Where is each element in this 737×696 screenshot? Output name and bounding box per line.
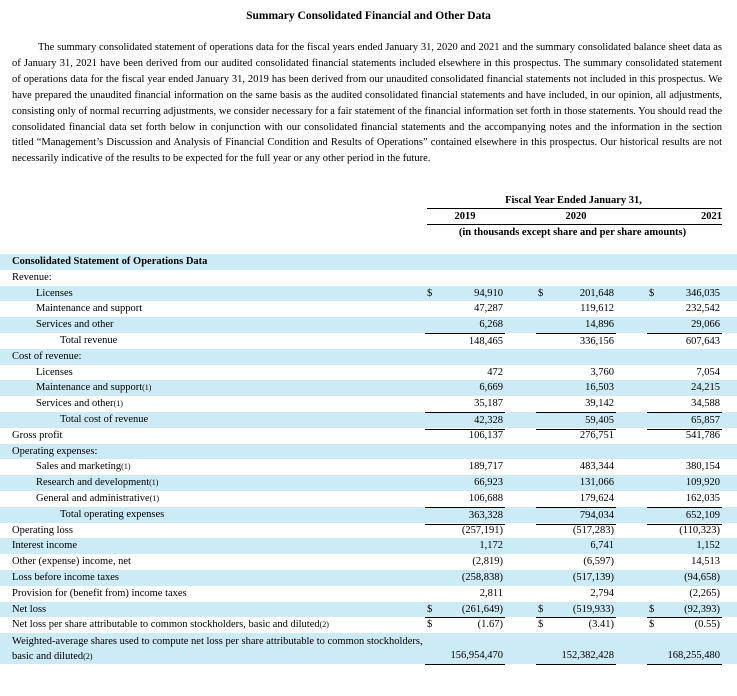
footnote-marker: (1) [113,399,123,409]
value: (0.55) [694,619,720,631]
dollar-sign: $ [649,619,655,631]
value-cell-2019 [425,633,505,665]
row-label [12,634,432,664]
value-cell-2020 [536,538,616,554]
value: 794,034 [579,509,614,521]
row-label-text: Provision for (benefit from) income taxes [12,587,187,599]
intro-paragraph: The summary consolidated statement of operations data for the fiscal years ended January 31, 2020 and 2021 and the summary consolidated balance sheet data as of January 31, 2021 have been derived from our audited consolidated financial statements included elsewhere in this prospectus. The summary consolidated statement of operations data for the fiscal year ended January 31, 2019 has been derived from our unaudited consolidated financial statements not included in this prospectus. We have prepared the unaudited financial information on the same basis as the audited consolidated financial statements and have included, in our opinion, all adjustments, consisting only of normal recurring adjustments, we consider necessary for a fair statement of the financial information set forth in those statements. You should read the consolidated financial data set forth below in conjunction with our consolidated financial statements and the accompanying notes and the information in the section titled “Management’s Discussion and Analysis of Financial Condition and Results of Operations” contained elsewhere in this prospectus. Our historical results are not necessarily indicative of the results to be expected for the full year or any other period in the future. [12,42,722,165]
value-cell-2020 [536,459,616,475]
table-row [0,396,737,412]
value: 483,344 [579,461,614,473]
row-label-text: Loss before income taxes [12,571,120,583]
value-cell-2019 [425,459,505,475]
table-row [0,254,737,270]
row-label [12,603,46,617]
dollar-sign: $ [427,287,433,299]
value-cell-2019 [425,586,505,603]
row-label-text: Interest income [12,540,78,552]
row-label [36,397,123,411]
value: 106,137 [468,429,503,441]
value-cell-2020 [536,396,616,412]
table-row [0,444,737,460]
row-label [12,571,119,585]
footnote-marker: (2) [319,620,329,630]
value: 35,187 [474,398,503,410]
value: 42,328 [474,414,503,426]
table-row [0,286,737,302]
value: (2,819) [472,556,503,568]
row-label-text: Other (expense) income, net [12,556,131,568]
table-row [0,538,737,554]
value-cell-2021 [647,538,722,554]
footnote-marker: (1) [121,462,131,472]
value: 2,794 [590,587,614,599]
row-label-text: Total operating expenses [60,508,165,520]
table-row [0,365,737,381]
dollar-sign: $ [427,603,433,615]
value: 24,215 [691,382,720,394]
value-cell-2021 [647,396,722,412]
row-label [36,366,73,380]
value: 14,896 [585,319,614,331]
table-row [0,428,737,444]
row-label [36,476,158,490]
value-cell-2019 [425,602,505,619]
value: 541,786 [685,429,720,441]
row-label [36,460,130,474]
value-cell-2020 [536,286,616,302]
value-cell-2019 [425,570,505,586]
units-header: (in thousands except share and per share amounts) [458,227,687,238]
row-label-text: Services and other [36,398,114,410]
value-cell-2021 [647,491,722,507]
value: 179,624 [579,492,614,504]
table-row [0,602,737,618]
value: 34,588 [691,398,720,410]
value: 201,648 [579,287,614,299]
value-cell-2019 [425,428,505,444]
row-label [12,524,73,538]
row-label-text: Licenses [36,366,73,378]
value: 7,054 [696,366,720,378]
value: 336,156 [579,335,614,347]
fiscal-year-header: Fiscal Year Ended January 31, [505,195,642,206]
value-cell-2020 [536,633,616,665]
table-row [0,617,737,633]
value-cell-2019 [425,301,505,317]
value: 152,382,428 [561,650,614,662]
value: 29,066 [691,319,720,331]
footnote-marker: (1) [142,383,152,393]
table-row [0,475,737,491]
table-row [0,270,737,286]
value: 2,811 [479,587,503,599]
row-label-text: Research and development [36,477,150,489]
table-row [0,459,737,475]
value: 16,503 [585,382,614,394]
value: (517,139) [572,571,614,583]
row-label-text: Gross profit [12,429,63,441]
row-label-text: Net loss [12,603,47,615]
year-header-2019: 2019 [454,211,476,222]
footnote-marker: (2) [83,652,93,662]
value: (110,323) [679,524,720,536]
section-title: Summary Consolidated Financial and Other Data [246,10,491,22]
year-header-2021: 2021 [701,211,722,222]
dollar-sign: $ [649,603,655,615]
row-label [12,618,329,632]
row-label [12,445,97,459]
row-label [12,255,207,269]
value: (6,597) [583,556,614,568]
value: 156,954,470 [450,650,503,662]
row-label [36,318,114,332]
row-label-text: Cost of revenue: [12,350,82,362]
value: (2,265) [689,587,720,599]
table-row [0,491,737,507]
value-cell-2021 [647,570,722,586]
value-cell-2019 [425,396,505,412]
row-label-text: Total cost of revenue [60,413,149,425]
value: 39,142 [585,398,614,410]
value-cell-2019 [425,317,505,333]
row-label [36,492,159,506]
row-label-text: Maintenance and support [36,382,143,394]
table-row [0,554,737,570]
value: 119,612 [580,303,614,315]
row-label [36,287,73,301]
value-cell-2021 [647,317,722,333]
row-label [12,539,77,553]
value: 65,857 [691,414,720,426]
value-cell-2019 [425,538,505,554]
table-row [0,523,737,539]
value: 346,035 [685,287,720,299]
value-cell-2020 [536,602,616,619]
row-label [60,334,117,348]
value: (92,393) [684,603,720,615]
value: 94,910 [474,287,503,299]
value-cell-2021 [647,617,722,634]
value: (258,838) [461,571,503,583]
value: 47,287 [474,303,503,315]
value-cell-2020 [536,523,616,539]
value-cell-2019 [425,365,505,381]
row-label [36,302,142,316]
dollar-sign: $ [538,287,544,299]
value: 106,688 [468,492,503,504]
table-row [0,317,737,333]
value-cell-2021 [647,475,722,491]
value: (1.67) [477,619,503,631]
row-label [12,429,62,443]
value: (517,283) [572,524,614,536]
row-label-text: Weighted-average shares used to compute net loss per share attributable to common stockholders, basic and diluted [12,636,423,663]
value-cell-2019 [425,286,505,302]
value-cell-2021 [647,459,722,475]
value-cell-2019 [425,523,505,539]
year-header-2020: 2020 [565,211,587,222]
row-label-text: Sales and marketing [36,461,122,473]
value-cell-2021 [647,428,722,444]
row-label-text: Operating loss [12,524,73,536]
row-label-text: Maintenance and support [36,303,143,315]
value: 168,255,480 [667,650,720,662]
value: 109,920 [685,477,720,489]
value-cell-2021 [647,286,722,302]
value-cell-2019 [425,617,505,634]
value-cell-2020 [536,491,616,507]
value: 66,923 [474,477,503,489]
footnote-marker: (1) [149,493,160,503]
table-row [0,586,737,602]
dollar-sign: $ [538,619,544,631]
row-label-text: Total revenue [60,334,118,346]
table-row [0,633,737,664]
row-label-text: Operating expenses: [12,445,98,457]
value-cell-2021 [647,554,722,571]
row-label [36,381,151,395]
value: 232,542 [685,303,720,315]
dollar-sign: $ [538,603,544,615]
value: 6,669 [479,382,503,394]
value: 1,172 [479,540,503,552]
row-label-text: Revenue: [12,271,52,283]
value-cell-2020 [536,554,616,571]
value: 363,328 [468,509,503,521]
value: 380,154 [685,461,720,473]
row-label [12,587,187,601]
row-label-text: Consolidated Statement of Operations Data [12,256,208,267]
value-cell-2021 [647,602,722,619]
value-cell-2020 [536,317,616,333]
value-cell-2020 [536,586,616,603]
row-label [12,350,81,364]
value: 6,741 [590,540,614,552]
table-row [0,333,737,349]
value: 607,643 [685,335,720,347]
row-label-text: General and administrative [36,492,150,504]
dollar-sign: $ [649,287,655,299]
value: (261,649) [461,603,503,615]
row-label [12,271,52,285]
value-cell-2020 [536,301,616,317]
row-label-text: Net loss per share attributable to common stockholders, basic and diluted [12,619,320,631]
value: 472 [487,366,503,378]
value: 276,751 [579,429,614,441]
dollar-sign: $ [427,619,433,631]
value: (94,658) [684,571,720,583]
value: (257,191) [461,524,503,536]
value-cell-2020 [536,475,616,491]
row-label [12,555,131,569]
value-cell-2019 [425,491,505,507]
value: 59,405 [585,414,614,426]
value-cell-2019 [425,475,505,491]
row-label [60,413,148,427]
value-cell-2021 [647,301,722,317]
value: 652,109 [685,509,720,521]
footnote-marker: (1) [149,478,159,488]
value-cell-2021 [647,523,722,539]
value-cell-2021 [647,633,722,665]
value-cell-2020 [536,428,616,444]
value: 189,717 [468,461,503,473]
value: 1,152 [696,540,720,552]
value: 6,268 [479,319,503,331]
value-cell-2019 [425,554,505,571]
row-label [60,508,164,522]
value: 162,035 [685,492,720,504]
table-row [0,570,737,586]
value-cell-2021 [647,380,722,396]
table-row [0,507,737,523]
table-row [0,301,737,317]
value: 131,066 [579,477,614,489]
table-row [0,412,737,428]
row-label-text: Services and other [36,319,114,331]
value-cell-2020 [536,570,616,586]
table-row [0,380,737,396]
value-cell-2019 [425,380,505,396]
value-cell-2020 [536,380,616,396]
value-cell-2020 [536,365,616,381]
table-row [0,349,737,365]
value-cell-2021 [647,365,722,381]
value-cell-2020 [536,617,616,634]
value: (519,933) [572,603,614,615]
value: 148,465 [468,335,503,347]
row-label-text: Licenses [36,287,73,299]
value: 14,513 [691,556,720,568]
value: 3,760 [590,366,614,378]
value: (3.41) [588,619,614,631]
financial-table [0,254,737,664]
value-cell-2021 [647,586,722,603]
